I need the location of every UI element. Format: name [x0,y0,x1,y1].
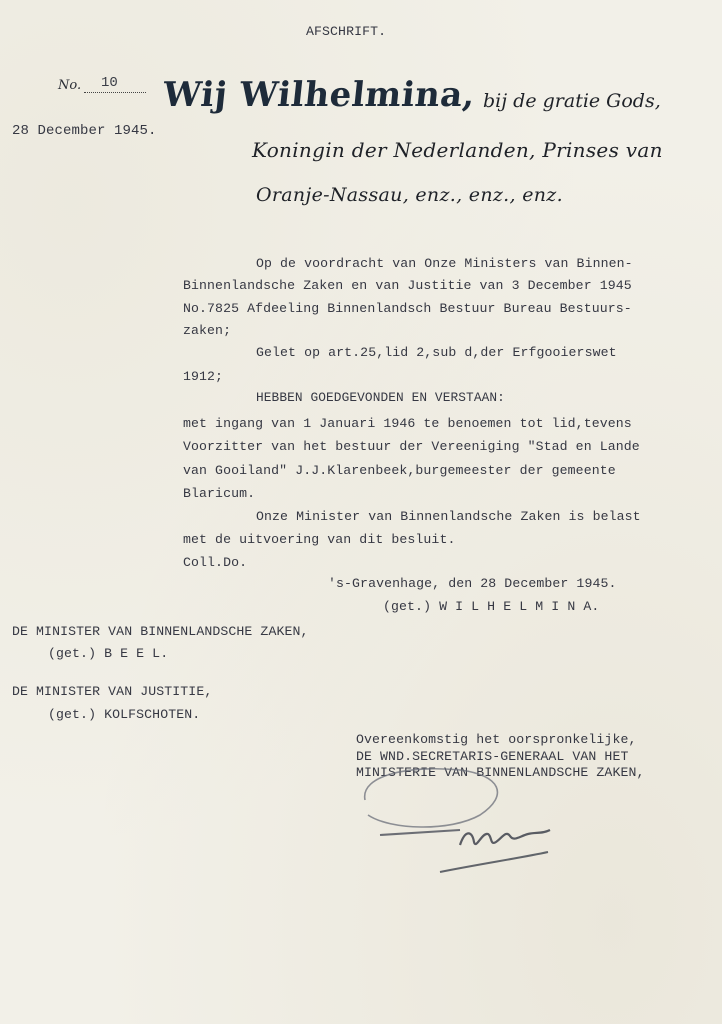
body-line-11: Blaricum. [183,486,256,501]
number-label: No. [58,78,82,93]
royal-line1-tail: bij de gratie Gods, [483,90,661,112]
body-line-7: HEBBEN GOEDGEVONDEN EN VERSTAAN: [256,390,505,405]
body-line-4: zaken; [183,323,232,338]
minister2-title: DE MINISTER VAN JUSTITIE, [12,684,213,699]
minister1-title: DE MINISTER VAN BINNENLANDSCHE ZAKEN, [12,624,309,639]
body-line-6: 1912; [183,369,224,384]
body-line-5: Gelet op art.25,lid 2,sub d,der Erfgooierswet [256,345,617,360]
header-afschrift: AFSCHRIFT. [306,24,387,39]
body-line-10: van Gooiland" J.J.Klarenbeek,burgemeester der gemeente [183,463,616,478]
certification-line-3: MINISTERIE VAN BINNENLANDSCHE ZAKEN, [356,765,645,780]
certification-line-2: DE WND.SECRETARIS-GENERAAL VAN HET [356,749,629,764]
certification-line-1: Overeenkomstig het oorspronkelijke, [356,732,637,747]
handwritten-signature [350,760,570,890]
number-dotted-line [84,92,146,93]
place-date: 's-Gravenhage, den 28 December 1945. [328,576,617,591]
royal-title: Wij Wilhelmina, [160,75,478,115]
minister2-signed: (get.) KOLFSCHOTEN. [48,707,201,722]
body-line-3: No.7825 Afdeeling Binnenlandsch Bestuur Bureau Bestuurs- [183,301,632,316]
number-value: 10 [101,75,118,91]
body-line-14: Coll.Do. [183,555,248,570]
body-line-13: met de uitvoering van dit besluit. [183,532,456,547]
body-line-8: met ingang van 1 Januari 1946 te benoemen tot lid,tevens [183,416,632,431]
body-line-9: Voorzitter van het bestuur der Vereeniging "Stad en Lande [183,439,640,454]
date-left: 28 December 1945. [12,123,157,139]
minister1-signed: (get.) B E E L. [48,646,169,661]
signed-queen: (get.) W I L H E L M I N A. [383,599,600,614]
body-line-1: Op de voordracht van Onze Ministers van Binnen- [256,256,633,271]
royal-line3: Oranje-Nassau, enz., enz., enz. [256,184,563,206]
royal-line2: Koningin der Nederlanden, Prinses van [252,138,663,162]
body-line-12: Onze Minister van Binnenlandsche Zaken is belast [256,509,641,524]
body-line-2: Binnenlandsche Zaken en van Justitie van 3 December 1945 [183,278,632,293]
